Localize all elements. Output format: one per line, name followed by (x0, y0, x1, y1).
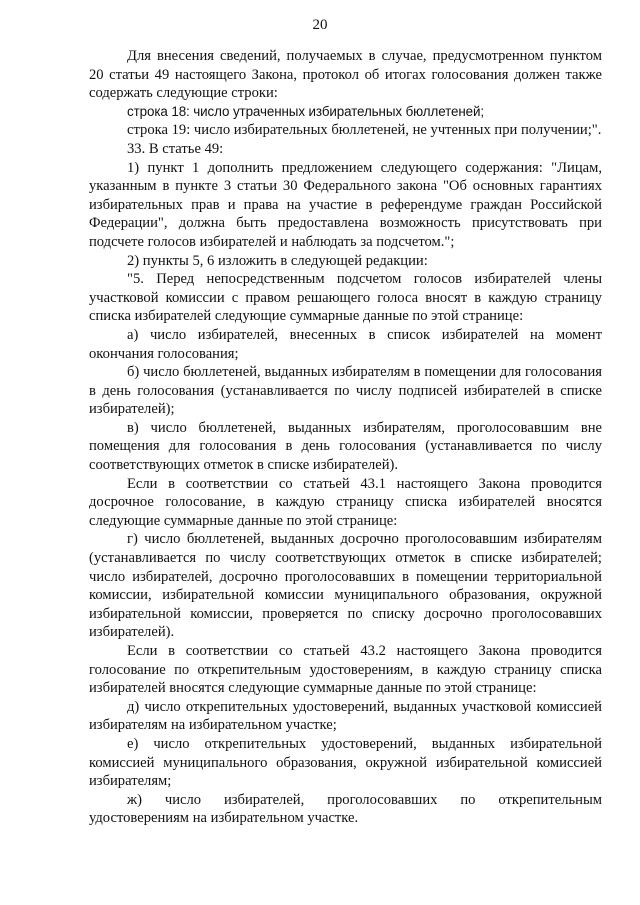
paragraph-early-voting: Если в соответствии со статьей 43.1 настоящего Закона проводится досрочное голосование, в каждую страницу списка избирателей вносятся следующие суммарные данные по этой странице: (89, 475, 602, 529)
paragraph-subitem-v: в) число бюллетеней, выданных избирателям, проголосовавшим вне помещения для голосования в день голосования (устанавливается по числу соответствующих отметок в списке избирателей). (89, 419, 602, 474)
paragraph-item-2: 2) пункты 5, 6 изложить в следующей редакции: (127, 252, 428, 269)
paragraph-article-49-heading: 33. В статье 49: (127, 140, 224, 157)
paragraph-subitem-d: д) число открепительных удостоверений, выданных участковой комиссией избирателям на избирательном участке; (89, 698, 602, 734)
paragraph-subitem-a: а) число избирателей, внесенных в список избирателей на момент окончания голосования; (89, 326, 602, 362)
paragraph-subitem-e: е) число открепительных удостоверений, выданных избирательной комиссией муниципального образования, окружной избирательной комиссией избирателям; (89, 735, 602, 790)
paragraph-absentee-voting: Если в соответствии со статьей 43.2 настоящего Закона проводится голосование по открепительным удостоверениям, в каждую страницу списка избирателей вносятся следующие суммарные данные по этой странице: (89, 643, 602, 697)
paragraph-item-1: 1) пункт 1 дополнить предложением следующего содержания: "Лицам, указанным в пункте 3 статьи 30 Федерального закона "Об основных гарантиях избирательных прав и права на участие в референдуме граждан Российской Федерации", должна быть предоставлена возможность присутствовать при подсчете голосов избирателей и наблюдать за подсчетом."; (89, 159, 602, 250)
paragraph-intro: Для внесения сведений, получаемых в случае, предусмотренном пунктом 20 статьи 49 настоящего Закона, протокол об итогах голосования должен также содержать следующие строки: (89, 48, 602, 102)
paragraph-subitem-zh: ж) число избирателей, проголосовавших по открепительным удостоверениям на избирательном участке. (89, 791, 602, 827)
paragraph-row-19: строка 19: число избирательных бюллетеней, не учтенных при получении;". (127, 122, 602, 139)
paragraph-subitem-b: б) число бюллетеней, выданных избирателям в помещении для голосования в день голосования (устанавливается по числу подписей избирателей в списке избирателей); (89, 364, 602, 418)
document-body (89, 47, 602, 828)
page-number: 20 (312, 17, 328, 33)
paragraph-row-18: строка 18: число утраченных избирательных бюллетеней; (127, 103, 484, 119)
paragraph-subitem-g: г) число бюллетеней, выданных досрочно проголосовавшим избирателям (устанавливается по числу соответствующих отметок в списке избирателей; число избирателей, досрочно проголосовавших в помещении территориальной комиссии, избирательной комиссии муниципального образования, окружной избирательной комиссии, проверяется по списку досрочно проголосовавших избирателей). (89, 531, 602, 641)
paragraph-point-5: "5. Перед непосредственным подсчетом голосов избирателей члены участковой комиссии с правом решающего голоса вносят в каждую страницу списка избирателей следующие суммарные данные по этой странице: (89, 271, 602, 325)
